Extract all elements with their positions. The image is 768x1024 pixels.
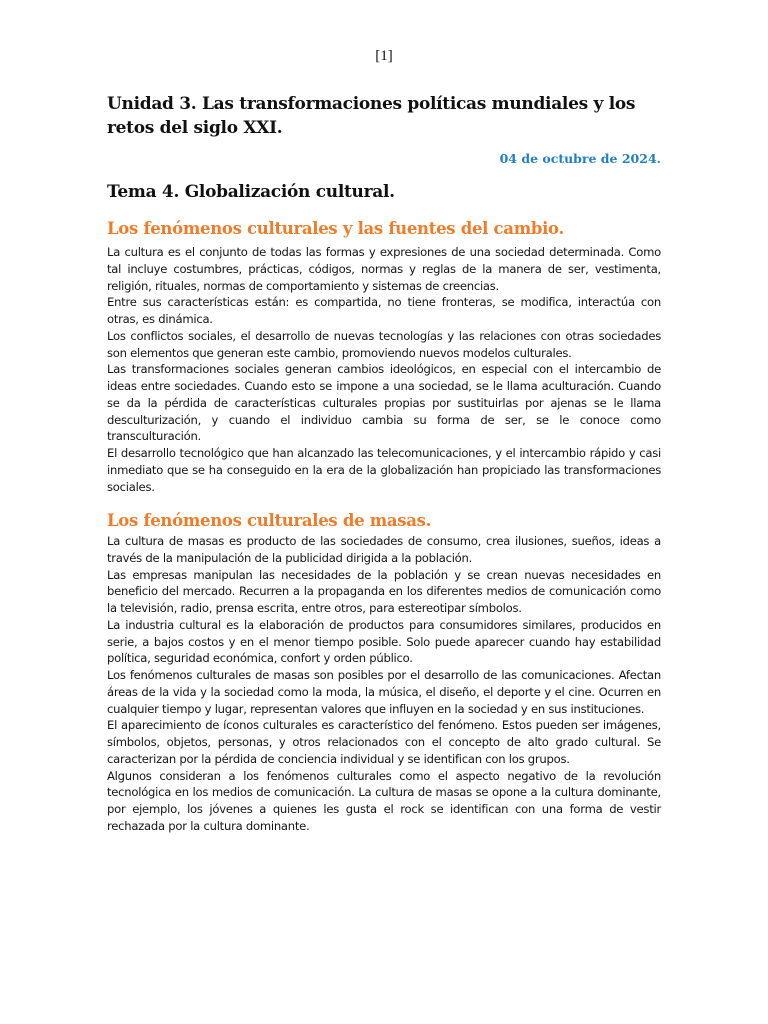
unit-title: Unidad 3. Las transformaciones políticas mundiales y los retos del siglo XXI. [107,94,636,138]
section-body-cultural-change [107,244,661,495]
topic-title: Tema 4. Globalización cultural. [107,182,395,202]
section-heading-cultural-change: Los fenómenos culturales y las fuentes del cambio. [107,219,564,238]
document-date: 04 de octubre de 2024. [499,151,661,166]
paragraph: Algunos consideran a los fenómenos culturales como el aspecto negativo de la revolución tecnológica en los medios de comunicación. La cultura de masas se opone a la cultura dominante, por ejemplo, los jóvenes a quienes les gusta el rock se identifican con una forma de vestir rechazada por la cultura dominante. [107,768,661,833]
paragraph: Los fenómenos culturales de masas son posibles por el desarrollo de las comunicaciones. Afectan áreas de la vida y la sociedad como la moda, la música, el diseño, el deporte y el cine. Ocurren en cualquier tiempo y lugar, representan valores que influyen en la sociedad y en sus instituciones. [107,668,661,716]
paragraph: Entre sus características están: es compartida, no tiene fronteras, se modifica, interactúa con otras, es dinámica. [107,295,661,326]
paragraph: El desarrollo tecnológico que han alcanzado las telecomunicaciones, y el intercambio rápido y casi inmediato que se ha conseguido en la era de la globalización han propiciado las transformaciones sociales. [107,446,661,494]
paragraph: La cultura de masas es producto de las sociedades de consumo, crea ilusiones, sueños, ideas a través de la manipulación de la publicidad dirigida a la población. [107,534,661,565]
paragraph: La industria cultural es la elaboración de productos para consumidores similares, producidos en serie, a bajos costos y en el menor tiempo posible. Solo puede aparecer cuando hay estabilidad política, seguridad económica, confort y orden público. [107,617,661,666]
paragraph: Los conflictos sociales, el desarrollo de nuevas tecnologías y las relaciones con otras sociedades son elementos que generan este cambio, promoviendo nuevos modelos culturales. [107,328,661,360]
section-heading-mass-culture: Los fenómenos culturales de masas. [107,511,432,530]
paragraph: La cultura es el conjunto de todas las formas y expresiones de una sociedad determinada. Como tal incluye costumbres, prácticas, códigos, normas y reglas de la manera de ser, vestimenta, religión, rituales, normas de comportamiento y sistemas de creencias. [107,245,661,293]
paragraph: El aparecimiento de íconos culturales es característico del fenómeno. Estos pueden ser imágenes, símbolos, objetos, personas, y otros relacionados con el concepto de alto grado cultural. Se caracterizan por la pérdida de conciencia individual y se identifican con los grupos. [107,718,661,766]
section-body-mass-culture [107,533,661,835]
page-number: [1] [375,48,393,64]
paragraph: Las transformaciones sociales generan cambios ideológicos, en especial con el intercambio de ideas entre sociedades. Cuando esto se impone a una sociedad, se le llama aculturación. Cuando se da la pérdida de características culturales propias por sustituirlas por ajenas se le llama desculturización, y cuando el individuo cambia su forma de ser, se le conoce como transculturación. [107,362,661,444]
paragraph: Las empresas manipulan las necesidades de la población y se crean nuevas necesidades en beneficio del mercado. Recurren a la propaganda en los diferentes medios de comunicación como la televisión, radio, prensa escrita, entre otros, para estereotipar símbolos. [107,567,661,615]
